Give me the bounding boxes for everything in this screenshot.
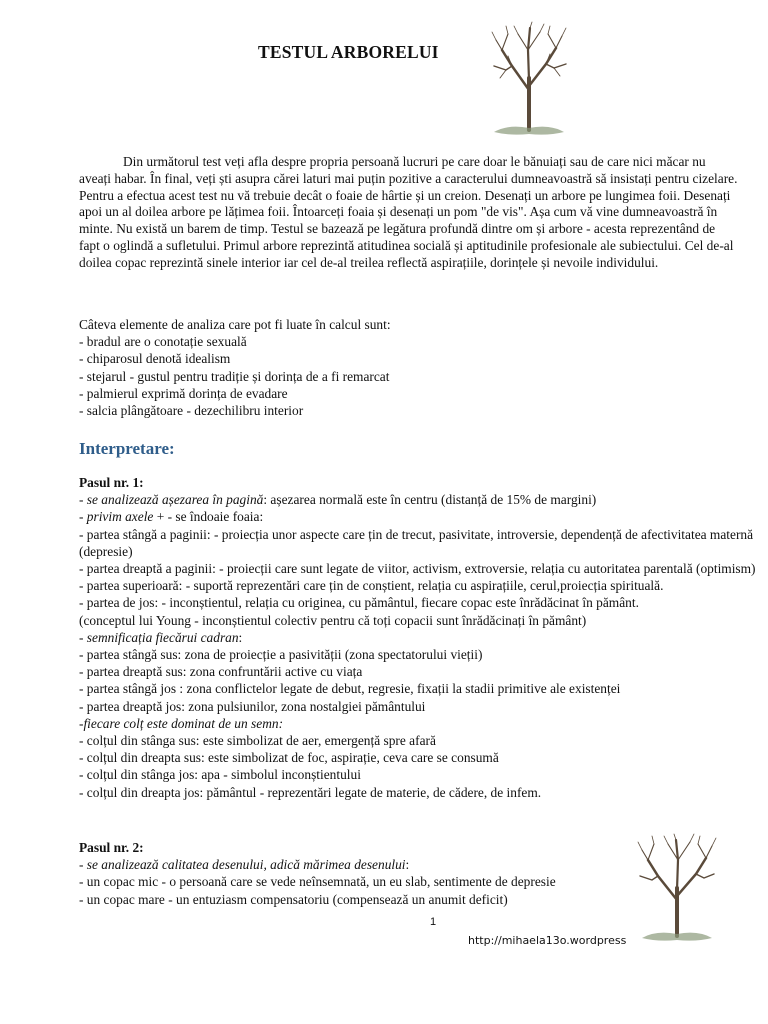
list-item	[79, 508, 759, 525]
list-item: - partea de jos: - inconștientul, relația cu originea, cu pământul, fiecare copac este înrădăcinat în pământ.	[79, 595, 639, 611]
intro-paragraph	[79, 154, 739, 272]
tree-illustration-top	[488, 20, 570, 138]
list-item: - colțul din stânga sus: este simbolizat de aer, emergență spre afară	[79, 733, 436, 749]
list-item: - chiparosul denotă idealism	[79, 351, 231, 367]
list-item: - colțul din stânga jos: apa - simbolul inconștientului	[79, 767, 361, 783]
list-item: - un copac mic - o persoană care se vede neînsemnată, un eu slab, sentimente de depresie	[79, 874, 556, 890]
list-item: - colțul din dreapta sus: este simbolizat de foc, aspirație, ceva care se consumă	[79, 750, 499, 766]
page-number: 1	[430, 916, 437, 928]
list-item: - partea dreaptă jos: zona pulsiunilor, zona nostalgiei pământului	[79, 698, 426, 714]
list-item: - partea stângă a paginii: - proiecția unor aspecte care țin de trecut, pasivitate, introversie, dependență de afectivitatea maternă (depresie)	[79, 526, 754, 559]
step-1-line-1-rest: : așezarea normală este în centru (distanță de 15% de margini)	[263, 492, 597, 508]
footer-url: http://mihaela13o.wordpress	[468, 934, 627, 947]
list-item: - partea stângă sus: zona de proiecție a pasivității (zona spectatorului vieții)	[79, 647, 483, 663]
step-2-line-1-italic: - se analizează calitatea desenului, adică mărimea desenului	[79, 857, 406, 873]
step-2-line-1-rest: :	[405, 857, 410, 873]
list-item	[79, 629, 759, 646]
step-2-title: Pasul nr. 2:	[79, 840, 144, 855]
list-item	[79, 715, 759, 732]
list-item: - un copac mare - un entuziasm compensatoriu (compensează un anumit deficit)	[79, 891, 508, 907]
step-1-line-8-italic: - semnificația fiecărui cadran	[79, 629, 239, 645]
list-item: (conceptul lui Young - inconștientul colectiv pentru că toți copacii sunt înrădăcinați în pământ)	[79, 612, 587, 628]
step-1-line-13-italic: -fiecare colț este dominat de un semn:	[79, 715, 284, 731]
step-1-line-1-italic: - se analizează așezarea în pagină	[79, 492, 264, 508]
step-1-line-2-rest: + - se îndoaie foaia:	[153, 509, 264, 525]
list-item: - salcia plângătoare - dezechilibru interior	[79, 403, 304, 419]
list-item: - partea dreaptă sus: zona confruntării active cu viața	[79, 664, 363, 680]
list-item: - partea stângă jos : zona conflictelor legate de debut, regresie, fixații la stadii primitive ale existenței	[79, 681, 621, 697]
step-1-line-8-rest: :	[238, 629, 243, 645]
step-1-line-2-italic: - privim axele	[79, 509, 154, 525]
list-item: - bradul are o conotație sexuală	[79, 334, 247, 350]
elements-lead: Câteva elemente de analiza care pot fi luate în calcul sunt:	[79, 317, 391, 332]
interpretation-heading: Interpretare:	[79, 439, 175, 458]
list-item: - partea superioară: - suportă reprezentări care țin de conștient, relația cu aspirațiile, cerul,proiecția spirituală.	[79, 578, 664, 594]
list-item: - palmierul exprimă dorința de evadare	[79, 385, 288, 401]
list-item: - partea dreaptă a paginii: - proiecții care sunt legate de viitor, activism, extroversie, relația cu autoritatea parentală (optimism)	[79, 561, 756, 577]
intro-text: Din următorul test veți afla despre propria persoană lucruri pe care doar le bănuiați sau de care nici măcar nu aveați habar. În final, veți ști asupra cărei laturi mai puțin pozitive a caracterului dumneavoastră să insistați pentru cizelare. Pentru a efectua acest test nu vă trebuie decât o foaie de hârtie și un creion. Desenați un arbore pe lungimea foii. Desenați apoi un al doilea arbore pe lățimea foii. Întoarceți foaia și desenați un pom "de vis". Așa cum vă vine dumneavoastră în minte. Nu există un barem de timp. Testul se bazează pe legătura profundă dintre om și arbore - acesta reprezentând de fapt o oglindă a sufletului. Primul arbore reprezintă atitudinea socială și aptitudinile profesionale ale subiectului. Cel de-al doilea copac reprezintă sinele interior iar cel de-al treilea reflectă aspirațiile, dorințele și nevoile individului.	[79, 154, 738, 270]
document-title: TESTUL ARBORELUI	[258, 42, 439, 62]
step-1-section	[79, 474, 759, 801]
tree-illustration-bottom	[636, 832, 718, 944]
list-item: - stejarul - gustul pentru tradiție și dorința de a fi remarcat	[79, 368, 390, 384]
step-1-title: Pasul nr. 1:	[79, 475, 144, 490]
list-item: - colțul din dreapta jos: pământul - reprezentări legate de materie, de cădere, de infem.	[79, 784, 542, 800]
tree-elements-list	[79, 316, 759, 419]
list-item	[79, 491, 759, 508]
